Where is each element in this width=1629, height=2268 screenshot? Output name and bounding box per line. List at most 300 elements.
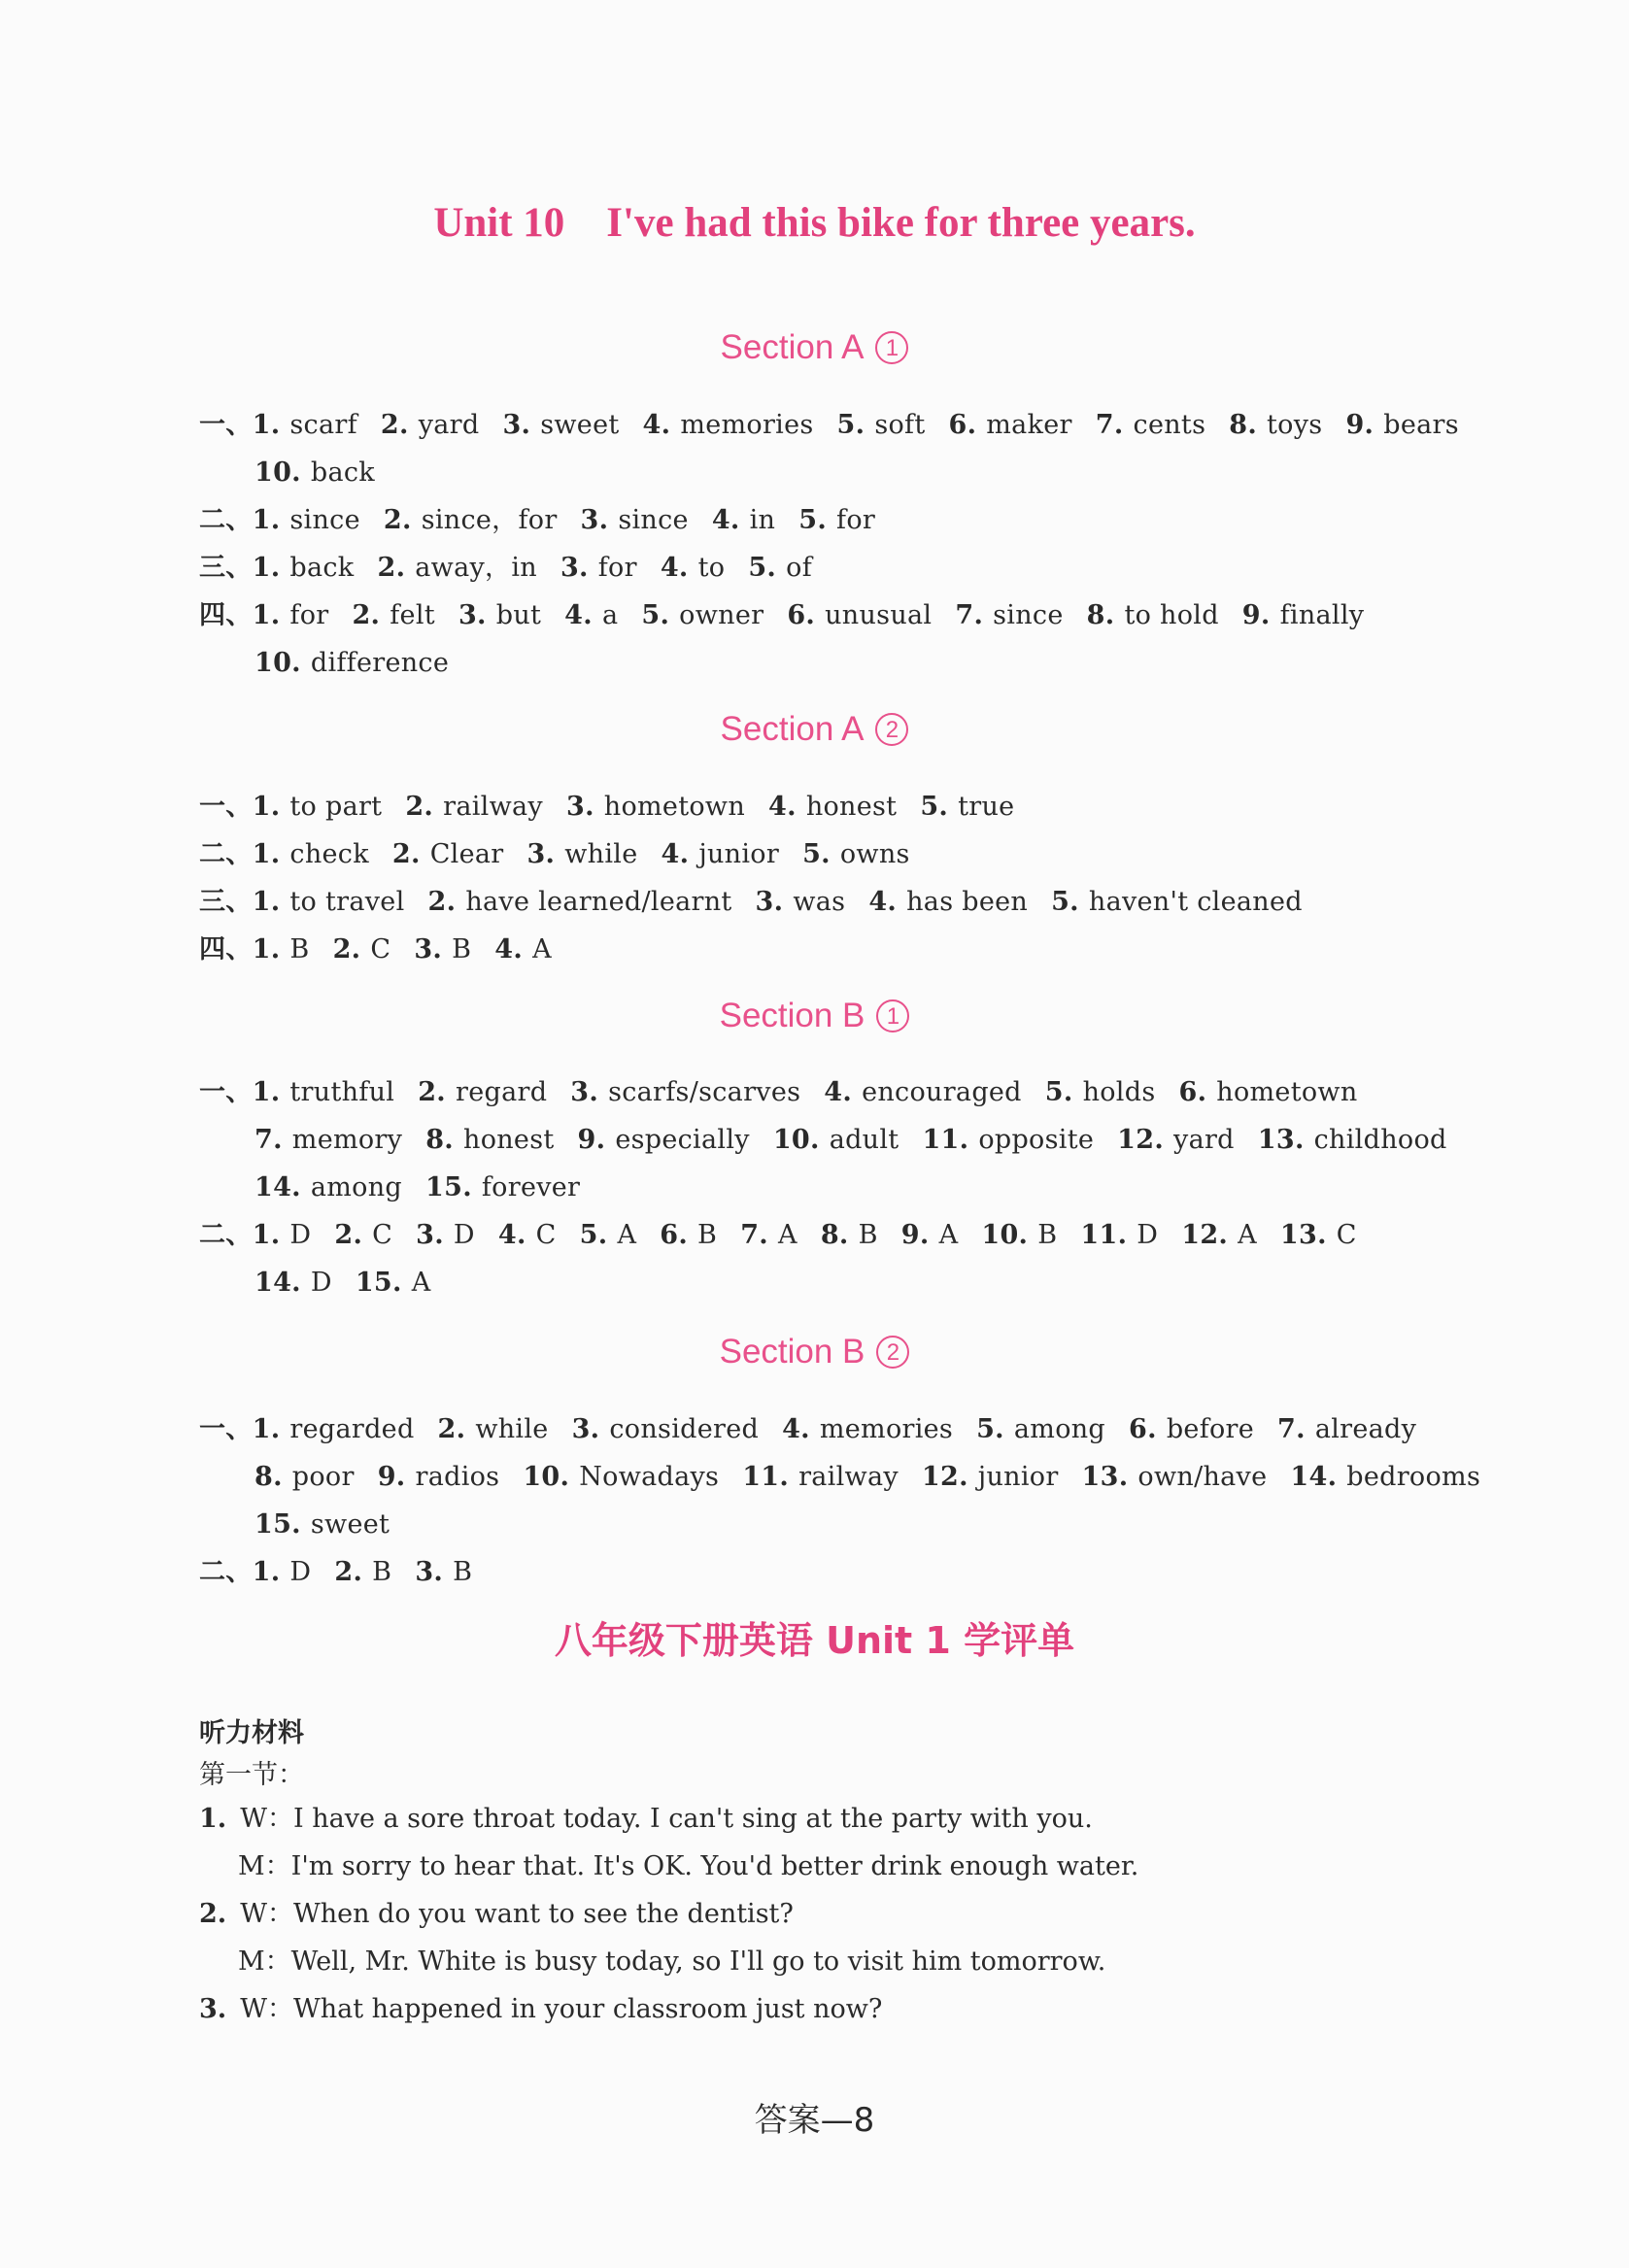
answer-text: C xyxy=(372,1220,393,1250)
answer-text: scarf xyxy=(289,410,357,440)
answer-line xyxy=(199,931,552,969)
answer-text: while xyxy=(475,1414,549,1444)
answer-text: memories xyxy=(680,410,814,440)
answer-number: 2. xyxy=(391,839,421,869)
answer-number: 13. xyxy=(1279,1220,1327,1250)
answer-line xyxy=(255,454,375,492)
answer-number: 7. xyxy=(1277,1414,1306,1444)
answer-text: own/have xyxy=(1137,1462,1268,1492)
answer-number: 3. xyxy=(526,839,556,869)
answer-number: 4. xyxy=(868,887,898,917)
dialogue-speaker: W： xyxy=(240,1899,293,1929)
answer-text: since xyxy=(289,505,360,535)
answer-item xyxy=(255,1172,402,1202)
answer-item xyxy=(748,553,812,583)
answer-number: 12. xyxy=(1117,1125,1165,1155)
answer-item xyxy=(955,600,1063,630)
answer-text: since，for xyxy=(421,505,558,535)
answer-text: since xyxy=(993,600,1064,630)
answer-number: 11. xyxy=(1080,1220,1128,1250)
answer-text: Clear xyxy=(429,839,504,869)
answer-number: 3. xyxy=(502,410,531,440)
answer-item xyxy=(253,410,357,440)
answer-item xyxy=(418,1077,547,1107)
answer-item xyxy=(1080,1220,1158,1250)
answer-line xyxy=(255,1506,390,1544)
answer-number: 9. xyxy=(377,1462,406,1492)
listening-part: 第一节： xyxy=(199,1760,304,1790)
answer-item xyxy=(773,1125,899,1155)
answer-number: 6. xyxy=(660,1220,689,1250)
answer-item xyxy=(416,1220,475,1250)
section-heading xyxy=(0,328,1629,367)
answer-text: railway xyxy=(443,792,543,822)
answer-item xyxy=(1082,1462,1268,1492)
answer-text: regard xyxy=(456,1077,548,1107)
answer-text: for xyxy=(836,505,876,535)
answer-text: while xyxy=(564,839,638,869)
answer-number: 1. xyxy=(252,1557,281,1587)
answer-text: D xyxy=(289,1557,312,1587)
answer-number: 5. xyxy=(1051,887,1079,917)
answer-line xyxy=(199,835,910,874)
answer-item xyxy=(438,1414,549,1444)
answer-item xyxy=(787,600,932,630)
answer-text: true xyxy=(958,792,1015,822)
answer-text: A xyxy=(938,1220,959,1250)
answer-line xyxy=(199,1553,472,1592)
answer-number: 1. xyxy=(252,887,281,917)
answer-text: for xyxy=(289,600,329,630)
answer-item xyxy=(1087,600,1219,630)
dialogue-line xyxy=(238,1847,1138,1886)
question-group-label: 二、 xyxy=(199,1557,253,1587)
answer-item xyxy=(405,792,543,822)
answer-item xyxy=(570,1077,800,1107)
answer-text: haven't cleaned xyxy=(1088,887,1303,917)
answer-text: among xyxy=(310,1172,403,1202)
answer-number: 3. xyxy=(415,1557,444,1587)
answer-item xyxy=(253,792,383,822)
answer-text: A xyxy=(532,934,552,965)
answer-number: 3. xyxy=(565,792,594,822)
answer-item xyxy=(414,934,471,965)
answer-text: bedrooms xyxy=(1346,1462,1481,1492)
answer-text: B xyxy=(453,1557,473,1587)
answer-item xyxy=(253,553,355,583)
answer-item xyxy=(566,792,745,822)
answer-number: 4. xyxy=(661,839,690,869)
answer-item xyxy=(255,1268,332,1298)
answer-number: 1. xyxy=(252,410,281,440)
answer-text: owns xyxy=(839,839,910,869)
answer-number: 6. xyxy=(948,410,977,440)
answer-text: truthful xyxy=(289,1077,395,1107)
answer-item xyxy=(1277,1414,1416,1444)
dialogue-number: 1. xyxy=(199,1804,227,1834)
answer-item xyxy=(1096,410,1206,440)
answer-number: 1. xyxy=(252,792,281,822)
answer-number: 12. xyxy=(1181,1220,1229,1250)
answer-text: D xyxy=(289,1220,312,1250)
answer-item xyxy=(384,505,558,535)
answer-item xyxy=(824,1077,1021,1107)
unit-title: Unit 10 I've had this bike for three years. xyxy=(433,200,1196,246)
answer-number: 5. xyxy=(641,600,670,630)
answer-item xyxy=(976,1414,1105,1444)
answer-line xyxy=(199,406,1459,445)
answer-number: 9. xyxy=(577,1125,606,1155)
answer-item xyxy=(425,1125,554,1155)
answer-number: 5. xyxy=(798,505,828,535)
answer-text: adult xyxy=(829,1125,899,1155)
answer-text: B xyxy=(372,1557,392,1587)
answer-item xyxy=(253,1557,312,1587)
answer-text: B xyxy=(1037,1220,1058,1250)
dialogue-number: 2. xyxy=(199,1899,227,1929)
answer-item xyxy=(712,505,775,535)
answer-item xyxy=(253,1077,395,1107)
answer-item xyxy=(377,553,536,583)
answer-item xyxy=(1345,410,1458,440)
answer-text: regarded xyxy=(289,1414,415,1444)
question-group-label: 二、 xyxy=(199,1220,253,1250)
answer-item xyxy=(661,553,726,583)
question-group-label: 一、 xyxy=(199,1414,253,1444)
answer-text: forever xyxy=(481,1172,581,1202)
answer-number: 15. xyxy=(355,1268,402,1298)
answer-number: 4. xyxy=(497,1220,526,1250)
answer-text: to xyxy=(697,553,726,583)
question-group-label: 二、 xyxy=(199,505,253,535)
answer-number: 2. xyxy=(405,792,434,822)
section-number-badge: 2 xyxy=(875,713,908,746)
answer-item xyxy=(768,792,897,822)
answer-item xyxy=(1051,887,1303,917)
answer-item xyxy=(572,1414,760,1444)
answer-number: 2. xyxy=(437,1414,466,1444)
answer-text: has been xyxy=(906,887,1029,917)
answer-number: 2. xyxy=(383,505,412,535)
answer-number: 1. xyxy=(252,1414,281,1444)
answer-number: 2. xyxy=(332,934,361,965)
answer-item xyxy=(660,1220,717,1250)
answer-item xyxy=(981,1220,1057,1250)
section-number-badge: 2 xyxy=(876,1336,909,1369)
answer-text: away，in xyxy=(415,553,537,583)
answer-text: a xyxy=(601,600,619,630)
answer-text: felt xyxy=(390,600,435,630)
answer-item xyxy=(1178,1077,1357,1107)
answer-item xyxy=(1045,1077,1156,1107)
answer-item xyxy=(868,887,1028,917)
answer-text: unusual xyxy=(825,600,933,630)
answer-item xyxy=(922,1462,1059,1492)
answer-number: 5. xyxy=(836,410,865,440)
answer-number: 10. xyxy=(772,1125,820,1155)
answer-number: 5. xyxy=(976,1414,1004,1444)
answer-text: before xyxy=(1166,1414,1255,1444)
answer-line xyxy=(255,1264,431,1303)
question-group-label: 一、 xyxy=(199,1077,253,1107)
answer-number: 3. xyxy=(571,1414,600,1444)
answer-number: 4. xyxy=(782,1414,810,1444)
answer-number: 4. xyxy=(494,934,524,965)
answer-item xyxy=(740,1220,798,1250)
answer-item xyxy=(901,1220,959,1250)
answer-text: to hold xyxy=(1124,600,1219,630)
answer-text: poor xyxy=(291,1462,355,1492)
answer-item xyxy=(948,410,1071,440)
answer-item xyxy=(523,1462,719,1492)
answer-number: 8. xyxy=(1086,600,1115,630)
answer-text: was xyxy=(793,887,846,917)
answer-number: 1. xyxy=(252,1077,281,1107)
answer-item xyxy=(1258,1125,1447,1155)
answer-text: Nowadays xyxy=(579,1462,720,1492)
answer-number: 13. xyxy=(1257,1125,1305,1155)
answer-number: 4. xyxy=(660,553,689,583)
answer-item xyxy=(560,553,637,583)
dialogue-number: 3. xyxy=(199,1994,227,2024)
answer-number: 3. xyxy=(416,1220,444,1250)
answer-line xyxy=(199,1073,1358,1112)
answer-text: since xyxy=(618,505,689,535)
answer-item xyxy=(255,1509,390,1540)
answer-text: back xyxy=(310,457,375,488)
answer-item xyxy=(253,1414,415,1444)
answer-number: 10. xyxy=(255,457,301,488)
answer-text: C xyxy=(370,934,391,965)
answer-number: 5. xyxy=(920,792,949,822)
answer-number: 1. xyxy=(252,553,281,583)
answer-text: honest xyxy=(805,792,898,822)
answer-item xyxy=(821,1220,878,1250)
answer-item xyxy=(494,934,552,965)
section-heading xyxy=(0,710,1629,749)
answer-item xyxy=(253,887,405,917)
answer-item xyxy=(641,600,764,630)
answer-text: A xyxy=(778,1220,798,1250)
answer-line xyxy=(199,883,1303,922)
answer-item xyxy=(564,600,618,630)
answer-number: 3. xyxy=(458,600,487,630)
answer-item xyxy=(356,1268,431,1298)
answer-item xyxy=(253,1220,312,1250)
answer-item xyxy=(458,600,541,630)
answer-number: 8. xyxy=(820,1220,849,1250)
answer-item xyxy=(253,934,310,965)
answer-item xyxy=(742,1462,899,1492)
answer-item xyxy=(392,839,504,869)
question-group-label: 一、 xyxy=(199,792,253,822)
answer-text: sweet xyxy=(540,410,620,440)
section-name: Section B xyxy=(719,1333,865,1371)
dialogue-line xyxy=(199,1990,882,2029)
answer-number: 5. xyxy=(579,1220,608,1250)
page-number: 答案—8 xyxy=(754,2101,875,2140)
answer-item xyxy=(580,1220,637,1250)
answer-item xyxy=(643,410,814,440)
answer-text: check xyxy=(289,839,369,869)
answer-number: 5. xyxy=(748,553,777,583)
answer-line xyxy=(199,788,1014,827)
dialogue-line xyxy=(199,1895,794,1934)
answer-number: 8. xyxy=(255,1462,283,1492)
answer-text: hometown xyxy=(1216,1077,1358,1107)
answer-number: 8. xyxy=(425,1125,454,1155)
answer-text: to part xyxy=(289,792,383,822)
dialogue-speaker: M： xyxy=(238,1851,291,1881)
answer-text: among xyxy=(1013,1414,1106,1444)
answer-item xyxy=(352,600,434,630)
answer-item xyxy=(425,1172,580,1202)
question-group-label: 二、 xyxy=(199,839,253,869)
answer-text: scarfs/scarves xyxy=(608,1077,801,1107)
answer-item xyxy=(526,839,637,869)
answer-text: B xyxy=(289,934,310,965)
section-heading xyxy=(0,997,1629,1035)
answer-text: yard xyxy=(1173,1125,1235,1155)
answer-number: 5. xyxy=(802,839,831,869)
answer-number: 10. xyxy=(523,1462,570,1492)
answer-number: 12. xyxy=(921,1462,968,1492)
dialogue-text: What happened in your classroom just now? xyxy=(292,1994,883,2024)
answer-text: C xyxy=(1336,1220,1357,1250)
answer-number: 9. xyxy=(900,1220,930,1250)
answer-number: 8. xyxy=(1229,410,1258,440)
answer-text: of xyxy=(786,553,812,583)
answer-text: A xyxy=(617,1220,637,1250)
answer-text: B xyxy=(858,1220,878,1250)
answer-text: junior xyxy=(977,1462,1059,1492)
answer-number: 6. xyxy=(1129,1414,1157,1444)
answer-item xyxy=(253,600,329,630)
answer-item xyxy=(378,1462,500,1492)
answer-number: 6. xyxy=(787,600,816,630)
question-group-label: 一、 xyxy=(199,410,253,440)
answer-number: 14. xyxy=(255,1268,301,1298)
section-name: Section A xyxy=(720,328,865,366)
answer-number: 15. xyxy=(425,1172,472,1202)
answer-item xyxy=(837,410,926,440)
answer-text: C xyxy=(535,1220,557,1250)
dialogue-text: Well, Mr. White is busy today, so I'll go to visit him tomorrow. xyxy=(290,1946,1106,1977)
answer-text: for xyxy=(597,553,637,583)
listening-heading: 听力材料 xyxy=(199,1718,304,1748)
answer-line xyxy=(199,1410,1416,1449)
answer-number: 10. xyxy=(255,648,301,678)
answer-text: honest xyxy=(463,1125,555,1155)
answer-line xyxy=(255,1121,1447,1160)
answer-text: junior xyxy=(698,839,780,869)
answer-item xyxy=(334,1557,391,1587)
answer-number: 7. xyxy=(1095,410,1124,440)
answer-line xyxy=(255,1168,580,1207)
answer-item xyxy=(1181,1220,1257,1250)
answer-text: toys xyxy=(1267,410,1323,440)
answer-number: 2. xyxy=(380,410,409,440)
answer-text: maker xyxy=(986,410,1072,440)
answer-number: 5. xyxy=(1044,1077,1073,1107)
answer-item xyxy=(381,410,480,440)
answer-text: difference xyxy=(310,648,450,678)
answer-item xyxy=(1242,600,1365,630)
answer-text: A xyxy=(1238,1220,1257,1250)
answer-line xyxy=(199,549,812,588)
answer-text: finally xyxy=(1279,600,1365,630)
answer-text: railway xyxy=(798,1462,899,1492)
answer-number: 2. xyxy=(377,553,406,583)
answer-text: cents xyxy=(1133,410,1206,440)
answer-number: 7. xyxy=(255,1125,283,1155)
answer-number: 9. xyxy=(1241,600,1271,630)
dialogue-text: I'm sorry to hear that. It's OK. You'd better drink enough water. xyxy=(290,1851,1139,1881)
answer-line xyxy=(199,596,1364,635)
answer-item xyxy=(1117,1125,1235,1155)
answer-text: to travel xyxy=(289,887,405,917)
dialogue-speaker: W： xyxy=(240,1804,293,1834)
answer-number: 4. xyxy=(768,792,797,822)
answer-item xyxy=(782,1414,953,1444)
answer-item xyxy=(253,505,360,535)
answer-text: bears xyxy=(1383,410,1459,440)
answer-number: 11. xyxy=(922,1125,969,1155)
answer-item xyxy=(255,1462,355,1492)
answer-text: back xyxy=(289,553,355,583)
answer-number: 1. xyxy=(252,1220,281,1250)
answer-number: 7. xyxy=(955,600,984,630)
answer-item xyxy=(334,1220,392,1250)
answer-number: 1. xyxy=(252,934,281,965)
answer-text: D xyxy=(310,1268,332,1298)
answer-text: holds xyxy=(1082,1077,1156,1107)
answer-text: but xyxy=(495,600,542,630)
answer-item xyxy=(333,934,391,965)
answer-number: 3. xyxy=(414,934,443,965)
dialogue-line xyxy=(199,1800,1093,1839)
answer-number: 2. xyxy=(418,1077,447,1107)
answer-number: 4. xyxy=(642,410,671,440)
answer-item xyxy=(255,648,449,678)
answer-text: have learned/learnt xyxy=(465,887,732,917)
answer-text: memory xyxy=(291,1125,403,1155)
assessment-title: 八年级下册英语 Unit 1 学评单 xyxy=(554,1619,1075,1662)
answer-item xyxy=(502,410,619,440)
answer-number: 11. xyxy=(742,1462,790,1492)
answer-text: sweet xyxy=(310,1509,390,1540)
section-name: Section B xyxy=(719,997,865,1034)
answer-item xyxy=(802,839,910,869)
answer-number: 2. xyxy=(334,1220,363,1250)
dialogue-speaker: M： xyxy=(238,1946,291,1977)
answer-text: especially xyxy=(615,1125,750,1155)
answer-item xyxy=(415,1557,472,1587)
answer-item xyxy=(253,839,369,869)
question-group-label: 三、 xyxy=(199,887,253,917)
answer-item xyxy=(1229,410,1322,440)
answer-item xyxy=(1280,1220,1357,1250)
answer-text: yard xyxy=(418,410,480,440)
answer-number: 15. xyxy=(255,1509,301,1540)
answer-number: 3. xyxy=(580,505,609,535)
answer-number: 2. xyxy=(352,600,381,630)
answer-text: owner xyxy=(679,600,764,630)
answer-text: hometown xyxy=(603,792,746,822)
answer-number: 4. xyxy=(711,505,740,535)
answer-number: 3. xyxy=(570,1077,599,1107)
answer-text: D xyxy=(453,1220,475,1250)
